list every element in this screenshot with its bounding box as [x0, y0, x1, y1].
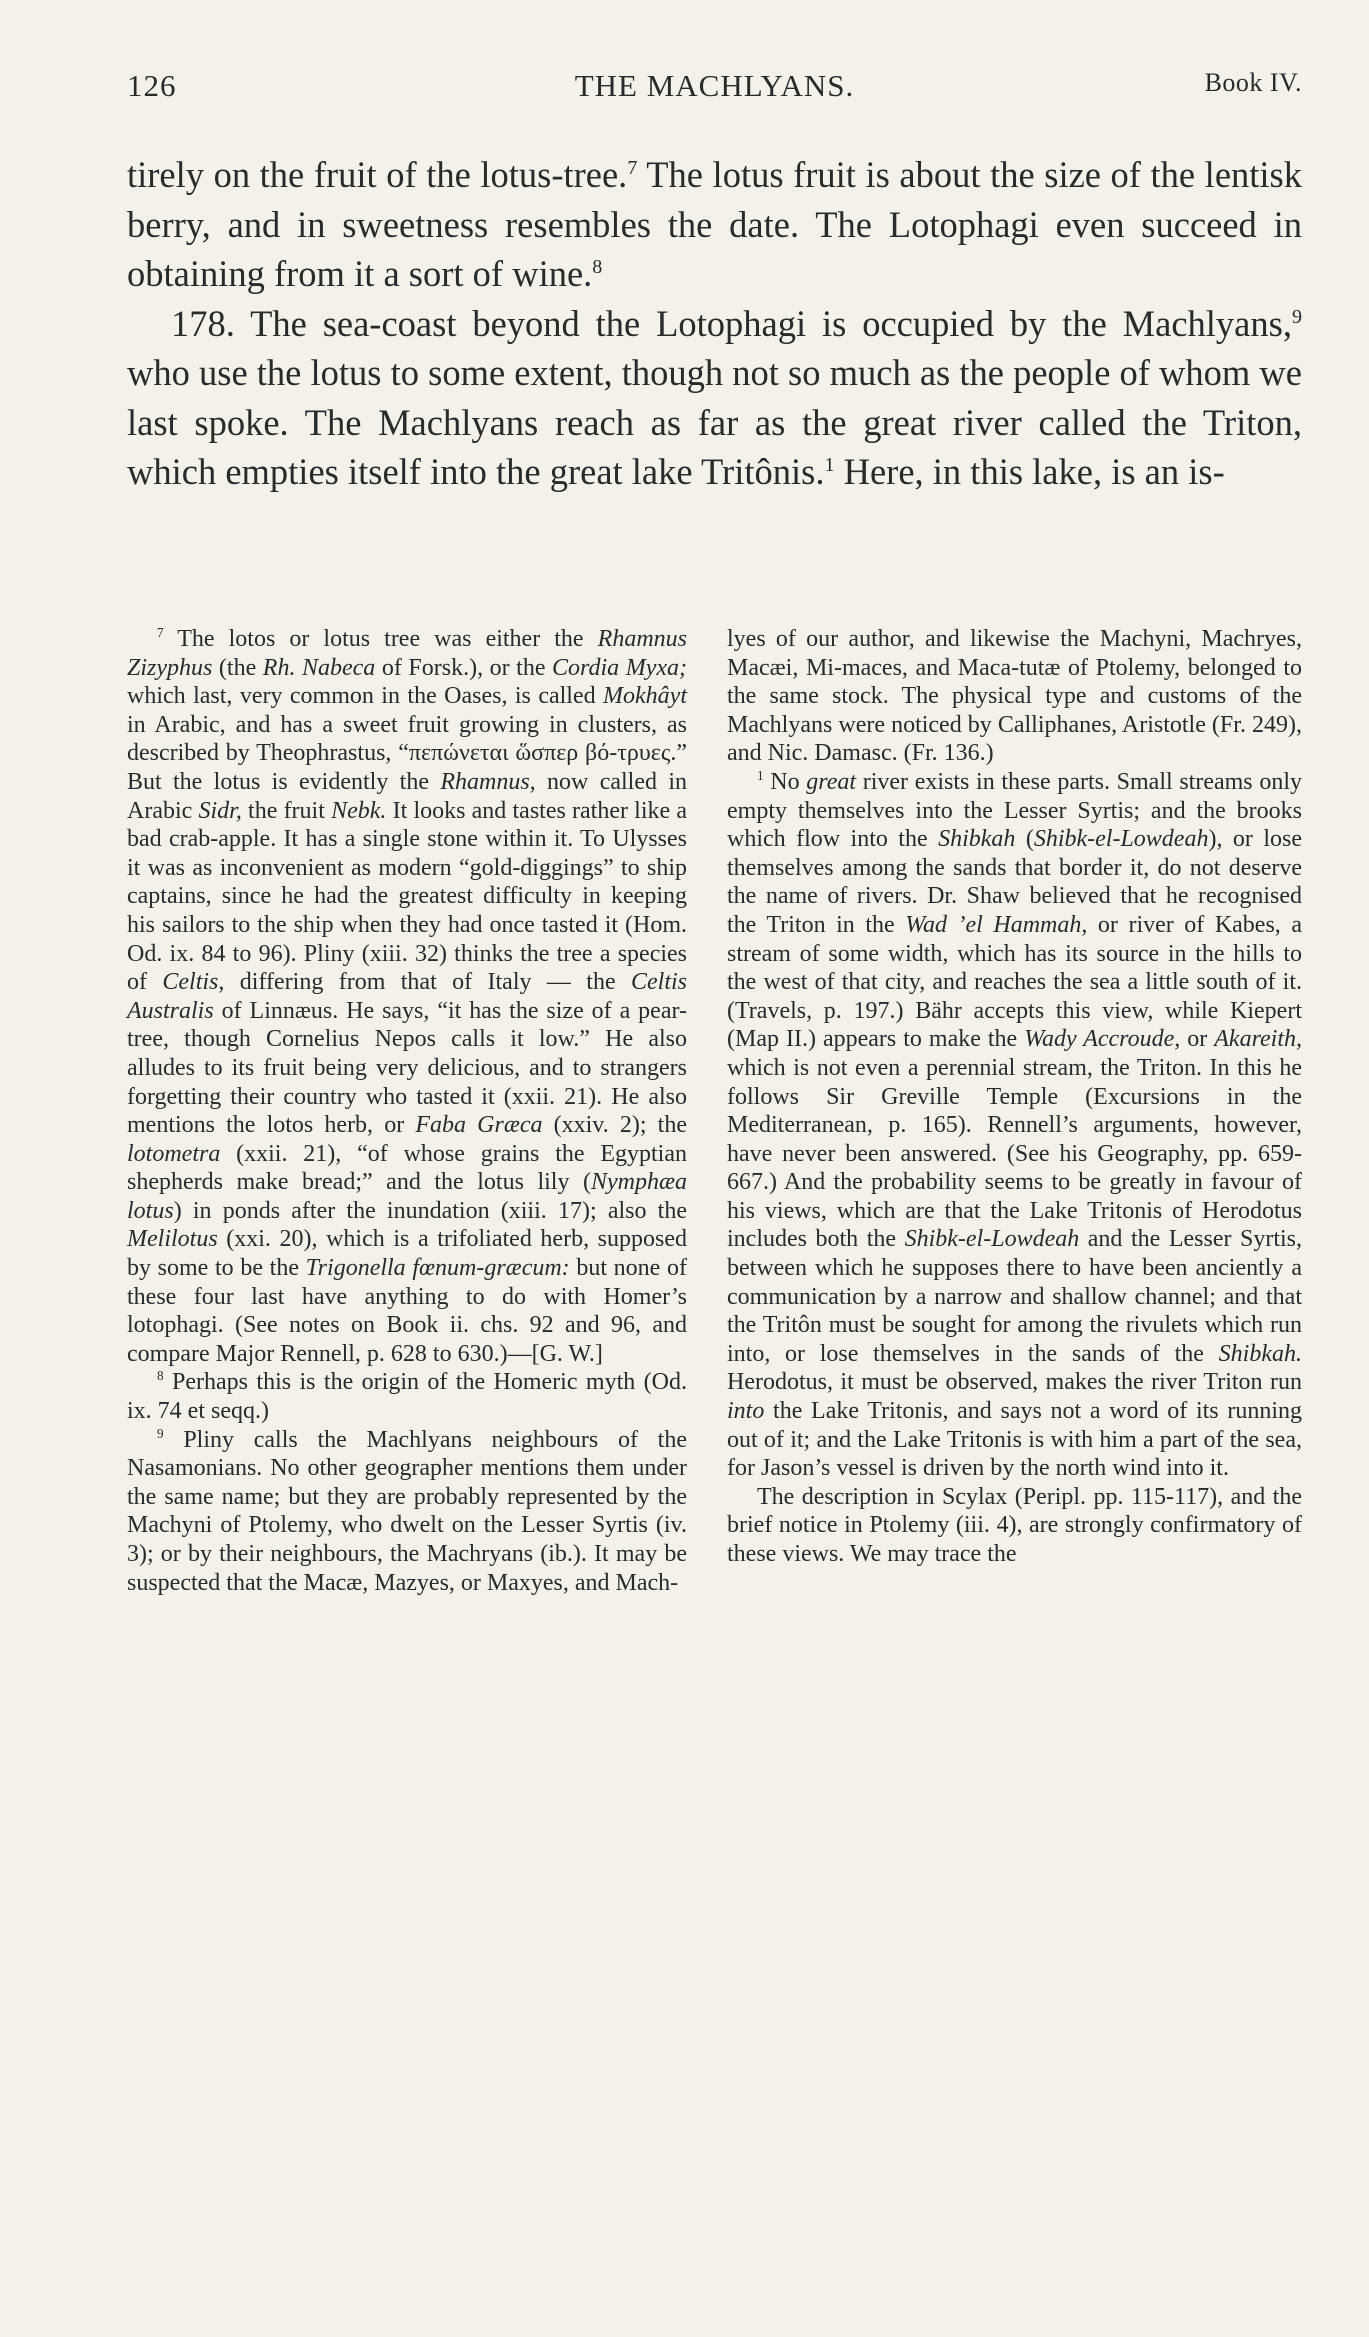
- footnote-9: $^9$ Pliny calls the Machlyans neighbours of the Nasamonians. No other geographer mentions them under the same name; but they are probably represented by the Machyni of Ptolemy, who dwelt on the Lesser Syrtis (iv. 3); or by their neighbours, the Machryans (ib.). It may be suspected that the Macæ, Mazyes, or Maxyes, and Mach-: [127, 1425, 687, 1596]
- footnote-ref-8: 8: [592, 255, 603, 278]
- page-header: [127, 64, 1302, 114]
- footnote-ref-1: 1: [824, 453, 835, 476]
- main-text: [127, 150, 1302, 497]
- running-title: THE MACHLYANS.: [574, 68, 855, 103]
- book-label: Book IV.: [1204, 68, 1302, 97]
- footnote-1: $^1$ No great river exists in these parts. Small streams only empty themselves into the Lesser Syrtis; and the brooks which flow into the Shibkah (Shibk-el-Lowdeah), or lose themselves among the sands that border it, do not deserve the name of rivers. Dr. Shaw believed that he recognised the Triton in the Wad ’el Hammah, or river of Kabes, a stream of some width, which has its source in the hills to the west of that city, and reaches the sea a little south of it. (Travels, p. 197.) Bähr accepts this view, while Kiepert (Map II.) appears to make the Wady Accroude, or Akareith, which is not even a perennial stream, the Triton. In this he follows Sir Greville Temple (Excursions in the Mediterranean, p. 165). Rennell’s arguments, however, have never been answered. (See his Geography, pp. 659-667.) And the probability seems to be greatly in favour of his views, which are that the Lake Tritonis of Herodotus includes both the Shibk-el-Lowdeah and the Lesser Syrtis, between which he supposes there to have been anciently a communication by a narrow and shallow channel; and that the Tritôn must be sought for among the rivulets which run into, or lose themselves in the sands of the Shibkah. Herodotus, it must be observed, makes the river Triton run into the Lake Tritonis, and says not a word of its running out of it; and the Lake Tritonis is with him a part of the sea, for Jason’s vessel is driven by the north wind into it.: [727, 767, 1303, 1482]
- footnote-ref-9: 9: [1291, 305, 1302, 328]
- footnotes-right-column: [727, 625, 1302, 1569]
- main-paragraph-1: tirely on the fruit of the lotus-tree.$^7$ The lotus fruit is about the size of the lentisk berry, and in sweetness resembles the date. The Lotophagi even succeed in obtaining from it a sort of wine.$^8$: [127, 154, 1302, 294]
- main-paragraph-178: 178. The sea-coast beyond the Lotophagi is occupied by the Machlyans,$^9$ who use the lotus to some extent, though not so much as the people of whom we last spoke. The Machlyans reach as far as the great river called the Triton, which empties itself into the great lake Tritônis.$^1$ Here, in this lake, is an is-: [127, 302, 1302, 492]
- footnote-7: $^7$ The lotos or lotus tree was either the Rhamnus Zizyphus (the Rh. Nabeca of Forsk.), or the Cordia Myxa; which last, very common in the Oases, is called Mokhâyt in Arabic, and has a sweet fruit growing in clusters, as described by Theophrastus, “πεπώνεται ὥσπερ βό-τρυες.” But the lotus is evidently the Rhamnus, now called in Arabic Sidr, the fruit Nebk. It looks and tastes rather like a bad crab-apple. It has a single stone within it. To Ulysses it was as inconvenient as modern “gold-diggings” to ship captains, since he had the greatest difficulty in keeping his sailors to the ship when they had once tasted it (Hom. Od. ix. 84 to 96). Pliny (xiii. 32) thinks the tree a species of Celtis, differing from that of Italy — the Celtis Australis of Linnæus. He says, “it has the size of a pear-tree, though Cornelius Nepos calls it low.” He also alludes to its fruit being very delicious, and to strangers forgetting their country who tasted it (xxii. 21). He also mentions the lotos herb, or Faba Græca (xxiv. 2); the lotometra (xxii. 21), “of whose grains the Egyptian shepherds make bread;” and the lotus lily (Nymphæa lotus) in ponds after the inundation (xiii. 17); also the Melilotus (xxi. 20), which is a trifoliated herb, supposed by some to be the Trigonella fœnum-græcum: but none of these four last have anything to do with Homer’s lotophagi. (See notes on Book ii. chs. 92 and 96, and compare Major Rennell, p. 628 to 630.)—[G. W.]: [127, 625, 688, 1367]
- page-number: 126: [127, 68, 177, 103]
- footnote-8: $^8$ Perhaps this is the origin of the Homeric myth (Od. ix. 74 et seqq.): [127, 1368, 687, 1425]
- footnote-1-scylax-paragraph: The description in Scylax (Peripl. pp. 115-117), and the brief notice in Ptolemy (iii. 4), are strongly confirmatory of these views. We may trace the: [727, 1483, 1302, 1567]
- footnotes-left-column: [127, 625, 687, 1597]
- footnote-ref-7: 7: [627, 156, 638, 179]
- footnote-9-continued: lyes of our author, and likewise the Machyni, Machryes, Macæi, Mi-maces, and Maca-tutæ of Ptolemy, belonged to the same stock. The physical type and customs of the Machlyans were noticed by Calliphanes, Aristotle (Fr. 249), and Nic. Damasc. (Fr. 136.): [727, 626, 1302, 767]
